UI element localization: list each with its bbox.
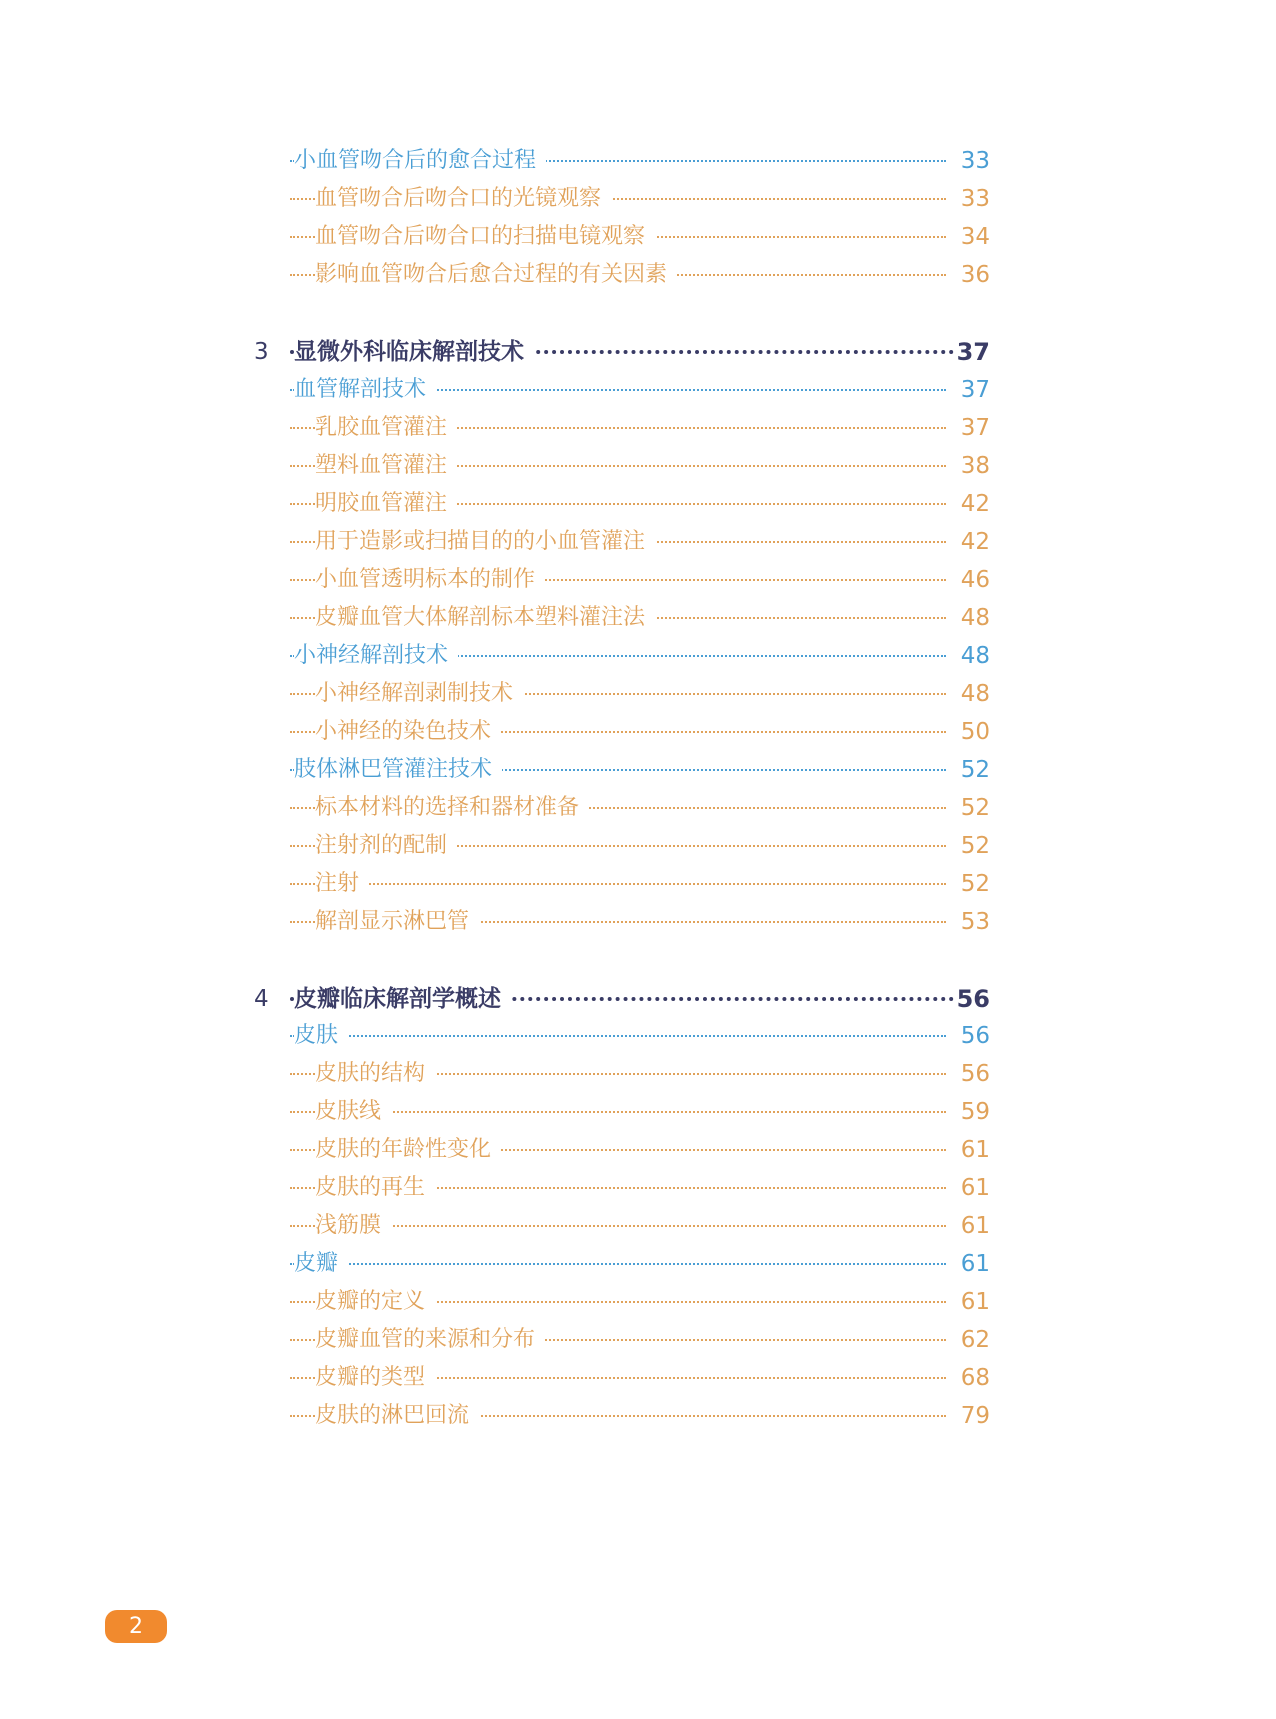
toc-entry-page: 53	[960, 909, 990, 935]
toc-entry-title: 皮肤	[294, 1016, 348, 1056]
toc-entry-page: 62	[960, 1327, 990, 1353]
toc-entry-page: 37	[960, 377, 990, 403]
toc-entry-page: 56	[956, 985, 990, 1013]
toc-entry-page: 42	[960, 529, 990, 555]
toc-entry-title: 小神经的染色技术	[315, 712, 501, 752]
toc-subsection-row[interactable]	[0, 902, 1276, 942]
toc-entry-title: 乳胶血管灌注	[315, 408, 457, 448]
toc-entry-title: 小血管透明标本的制作	[315, 560, 545, 600]
toc-entry-page: 33	[960, 186, 990, 212]
toc-entry-page: 36	[960, 262, 990, 288]
toc-entry-title: 皮瓣的类型	[315, 1358, 435, 1398]
toc-entry-page: 52	[960, 833, 990, 859]
toc-entry-page: 52	[960, 871, 990, 897]
toc-entry-page: 61	[960, 1175, 990, 1201]
toc-subsection-row[interactable]	[0, 484, 1276, 524]
toc-section-row[interactable]	[0, 370, 1276, 410]
toc-chapter-row[interactable]	[0, 332, 1276, 372]
toc-section-row[interactable]	[0, 750, 1276, 790]
toc-section-row[interactable]	[0, 1244, 1276, 1284]
toc-entry-title: 明胶血管灌注	[315, 484, 457, 524]
toc-entry-title: 浅筋膜	[315, 1206, 391, 1246]
toc-entry-title: 皮肤的再生	[315, 1168, 435, 1208]
toc-entry-title: 注射剂的配制	[315, 826, 457, 866]
toc-subsection-row[interactable]	[0, 712, 1276, 752]
toc-entry-page: 37	[956, 338, 990, 366]
toc-subsection-row[interactable]	[0, 1396, 1276, 1436]
toc-subsection-row[interactable]	[0, 1054, 1276, 1094]
toc-subsection-row[interactable]	[0, 446, 1276, 486]
toc-entry-title: 小血管吻合后的愈合过程	[294, 141, 546, 181]
toc-entry-title: 皮肤的淋巴回流	[315, 1396, 479, 1436]
toc-entry-page: 61	[960, 1289, 990, 1315]
toc-subsection-row[interactable]	[0, 522, 1276, 562]
toc-entry-page: 46	[960, 567, 990, 593]
toc-entry-title: 解剖显示淋巴管	[315, 902, 479, 942]
toc-entry-title: 注射	[315, 864, 369, 904]
toc-subsection-row[interactable]	[0, 560, 1276, 600]
toc-entry-page: 50	[960, 719, 990, 745]
dot-leader	[290, 1035, 946, 1037]
toc-section-row[interactable]	[0, 141, 1276, 181]
toc-entry-page: 56	[960, 1061, 990, 1087]
toc-entry-page: 34	[960, 224, 990, 250]
toc-entry-page: 33	[960, 148, 990, 174]
toc-entry-page: 61	[960, 1137, 990, 1163]
toc-entry-title: 显微外科临床解剖技术	[294, 332, 534, 372]
toc-subsection-row[interactable]	[0, 1168, 1276, 1208]
toc-subsection-row[interactable]	[0, 788, 1276, 828]
toc-entry-title: 血管吻合后吻合口的光镜观察	[315, 179, 611, 219]
toc-subsection-row[interactable]	[0, 179, 1276, 219]
toc-subsection-row[interactable]	[0, 1320, 1276, 1360]
chapter-number: 4	[254, 986, 269, 1012]
toc-entry-title: 塑料血管灌注	[315, 446, 457, 486]
toc-entry-title: 小神经解剖剥制技术	[315, 674, 523, 714]
toc-entry-title: 小神经解剖技术	[294, 636, 458, 676]
toc-subsection-row[interactable]	[0, 674, 1276, 714]
toc-subsection-row[interactable]	[0, 1130, 1276, 1170]
toc-entry-page: 42	[960, 491, 990, 517]
toc-entry-title: 用于造影或扫描目的的小血管灌注	[315, 522, 655, 562]
toc-subsection-row[interactable]	[0, 255, 1276, 295]
toc-entry-page: 48	[960, 643, 990, 669]
toc-subsection-row[interactable]	[0, 1206, 1276, 1246]
toc-entry-page: 56	[960, 1023, 990, 1049]
toc-entry-title: 肢体淋巴管灌注技术	[294, 750, 502, 790]
toc-entry-title: 皮肤的结构	[315, 1054, 435, 1094]
toc-entry-title: 皮瓣	[294, 1244, 348, 1284]
toc-entry-page: 38	[960, 453, 990, 479]
page-number-badge: 2	[105, 1610, 167, 1643]
toc-entry-title: 标本材料的选择和器材准备	[315, 788, 589, 828]
toc-entry-page: 79	[960, 1403, 990, 1429]
toc-entry-page: 37	[960, 415, 990, 441]
toc-entry-page: 59	[960, 1099, 990, 1125]
toc-section-row[interactable]	[0, 636, 1276, 676]
toc-subsection-row[interactable]	[0, 217, 1276, 257]
chapter-number: 3	[254, 339, 269, 365]
toc-entry-page: 68	[960, 1365, 990, 1391]
toc-subsection-row[interactable]	[0, 1282, 1276, 1322]
toc-subsection-row[interactable]	[0, 408, 1276, 448]
toc-entry-page: 48	[960, 605, 990, 631]
toc-entry-page: 52	[960, 757, 990, 783]
toc-entry-page: 52	[960, 795, 990, 821]
toc-entry-title: 皮瓣的定义	[315, 1282, 435, 1322]
toc-entry-title: 皮肤线	[315, 1092, 391, 1132]
toc-subsection-row[interactable]	[0, 1092, 1276, 1132]
toc-entry-title: 皮瓣血管的来源和分布	[315, 1320, 545, 1360]
toc-subsection-row[interactable]	[0, 864, 1276, 904]
toc-entry-page: 61	[960, 1213, 990, 1239]
toc-subsection-row[interactable]	[0, 598, 1276, 638]
toc-section-row[interactable]	[0, 1016, 1276, 1056]
toc-entry-page: 61	[960, 1251, 990, 1277]
toc-entry-title: 血管解剖技术	[294, 370, 436, 410]
toc-chapter-row[interactable]	[0, 979, 1276, 1019]
toc-entry-title: 皮肤的年龄性变化	[315, 1130, 501, 1170]
toc-entry-title: 皮瓣血管大体解剖标本塑料灌注法	[315, 598, 655, 638]
toc-subsection-row[interactable]	[0, 1358, 1276, 1398]
toc-entry-title: 皮瓣临床解剖学概述	[294, 979, 511, 1019]
toc-subsection-row[interactable]	[0, 826, 1276, 866]
toc-entry-title: 血管吻合后吻合口的扫描电镜观察	[315, 217, 655, 257]
toc-entry-title: 影响血管吻合后愈合过程的有关因素	[315, 255, 677, 295]
dot-leader	[290, 1263, 946, 1265]
toc-entry-page: 48	[960, 681, 990, 707]
dot-leader	[290, 883, 946, 885]
